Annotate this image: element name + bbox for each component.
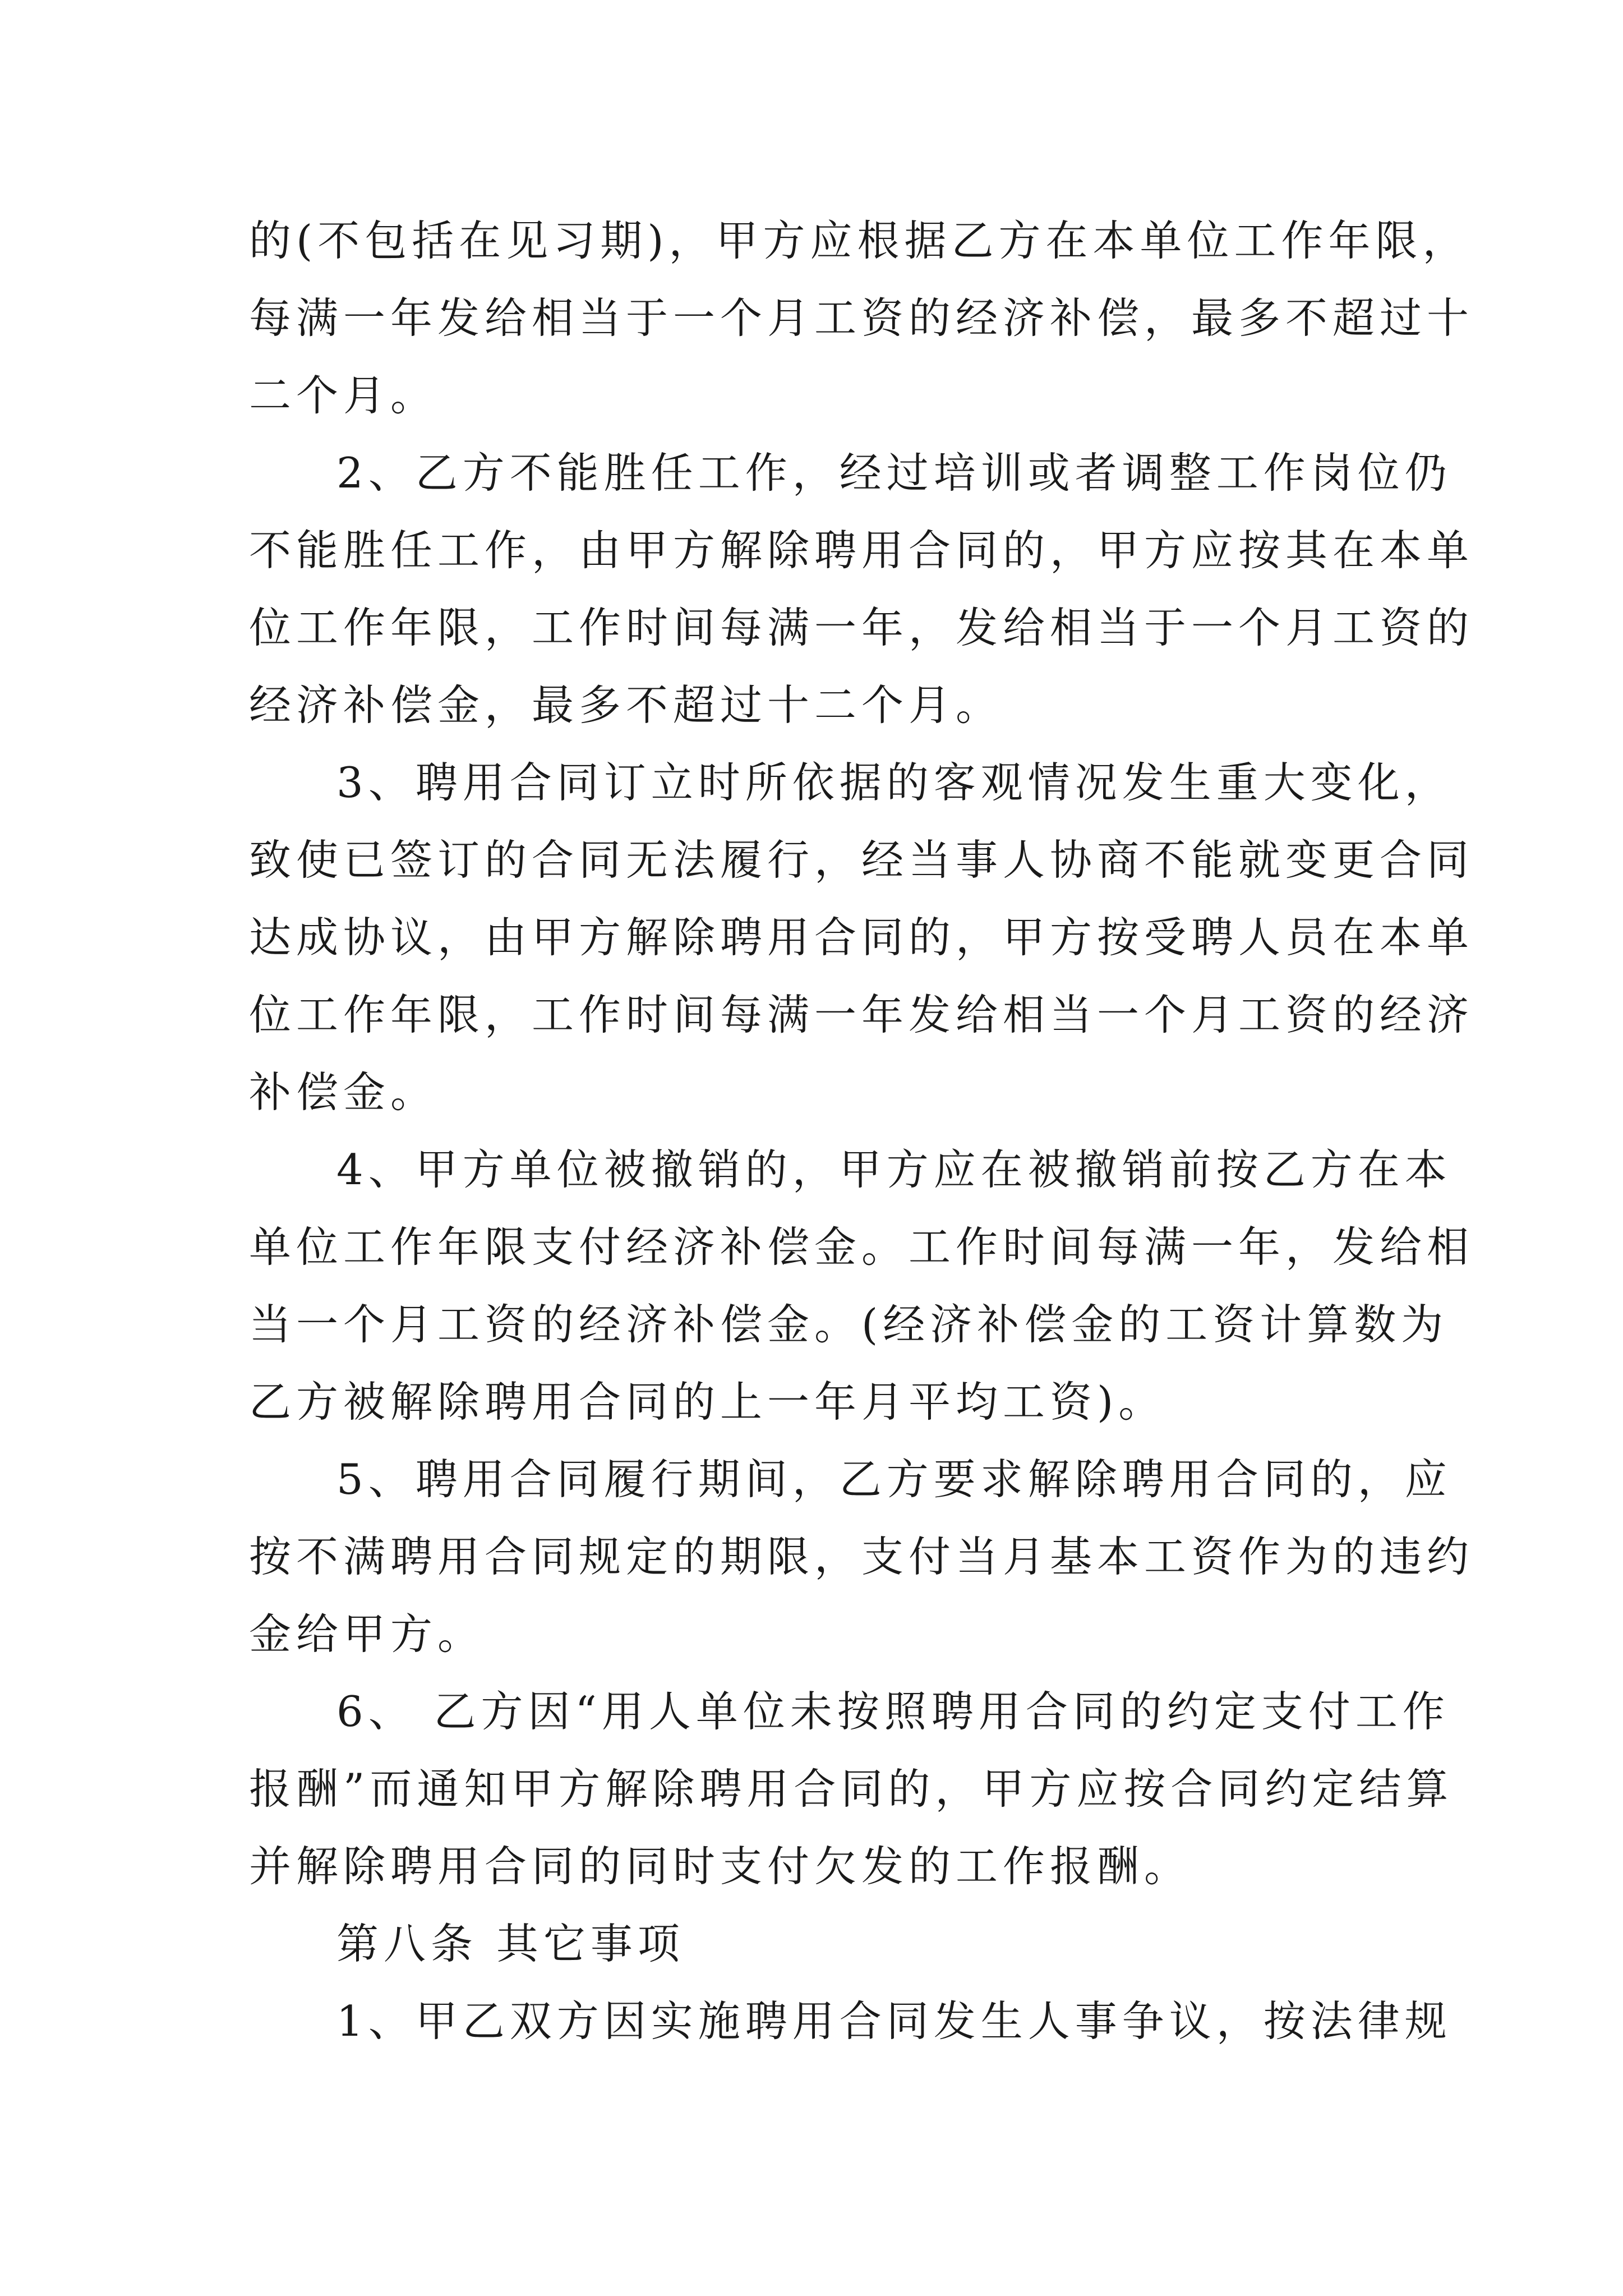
- body-text-line: 并解除聘用合同的同时支付欠发的工作报酬。: [249, 1842, 1192, 1891]
- body-text-line: 当一个月工资的经济补偿金。(经济补偿金的工资计算数为: [249, 1300, 1449, 1349]
- article-8-heading: 第八条 其它事项: [336, 1919, 685, 1968]
- body-text-line: 单位工作年限支付经济补偿金。工作时间每满一年，发给相: [249, 1222, 1474, 1272]
- body-text-line: 的(不包括在见习期)，甲方应根据乙方在本单位工作年限，: [249, 216, 1470, 265]
- body-text-line: 乙方被解除聘用合同的上一年月平均工资)。: [249, 1377, 1166, 1427]
- body-text-line: 致使已签订的合同无法履行，经当事人协商不能就变更合同: [249, 835, 1474, 885]
- clause-4-start: 4、甲方单位被撤销的，甲方应在被撤销前按乙方在本: [336, 1145, 1452, 1194]
- body-text-line: 位工作年限，工作时间每满一年，发给相当于一个月工资的: [249, 603, 1474, 652]
- body-text-line: 达成协议，由甲方解除聘用合同的，甲方按受聘人员在本单: [249, 913, 1474, 962]
- body-text-line: 不能胜任工作，由甲方解除聘用合同的，甲方应按其在本单: [249, 526, 1474, 575]
- body-text-line: 报酬”而通知甲方解除聘用合同的，甲方应按合同约定结算: [249, 1764, 1454, 1814]
- article-8-clause-1-start: 1、甲乙双方因实施聘用合同发生人事争议，按法律规: [336, 1996, 1452, 2046]
- body-text-line: 每满一年发给相当于一个月工资的经济补偿，最多不超过十: [249, 293, 1474, 343]
- clause-2-start: 2、乙方不能胜任工作，经过培训或者调整工作岗位仍: [336, 448, 1452, 498]
- clause-6-start: 6、 乙方因“用人单位未按照聘用合同的约定支付工作: [336, 1687, 1450, 1736]
- body-text-line: 二个月。: [249, 371, 438, 420]
- body-text-line: 补偿金。: [249, 1068, 438, 1117]
- body-text-line: 位工作年限，工作时间每满一年发给相当一个月工资的经济: [249, 990, 1474, 1039]
- body-text-line: 按不满聘用合同规定的期限，支付当月基本工资作为的违约: [249, 1532, 1474, 1581]
- clause-5-start: 5、聘用合同履行期间，乙方要求解除聘用合同的，应: [336, 1455, 1452, 1504]
- body-text-line: 经济补偿金，最多不超过十二个月。: [249, 680, 1003, 730]
- body-text-line: 金给甲方。: [249, 1609, 485, 1659]
- clause-3-start: 3、聘用合同订立时所依据的客观情况发生重大变化，: [336, 758, 1452, 807]
